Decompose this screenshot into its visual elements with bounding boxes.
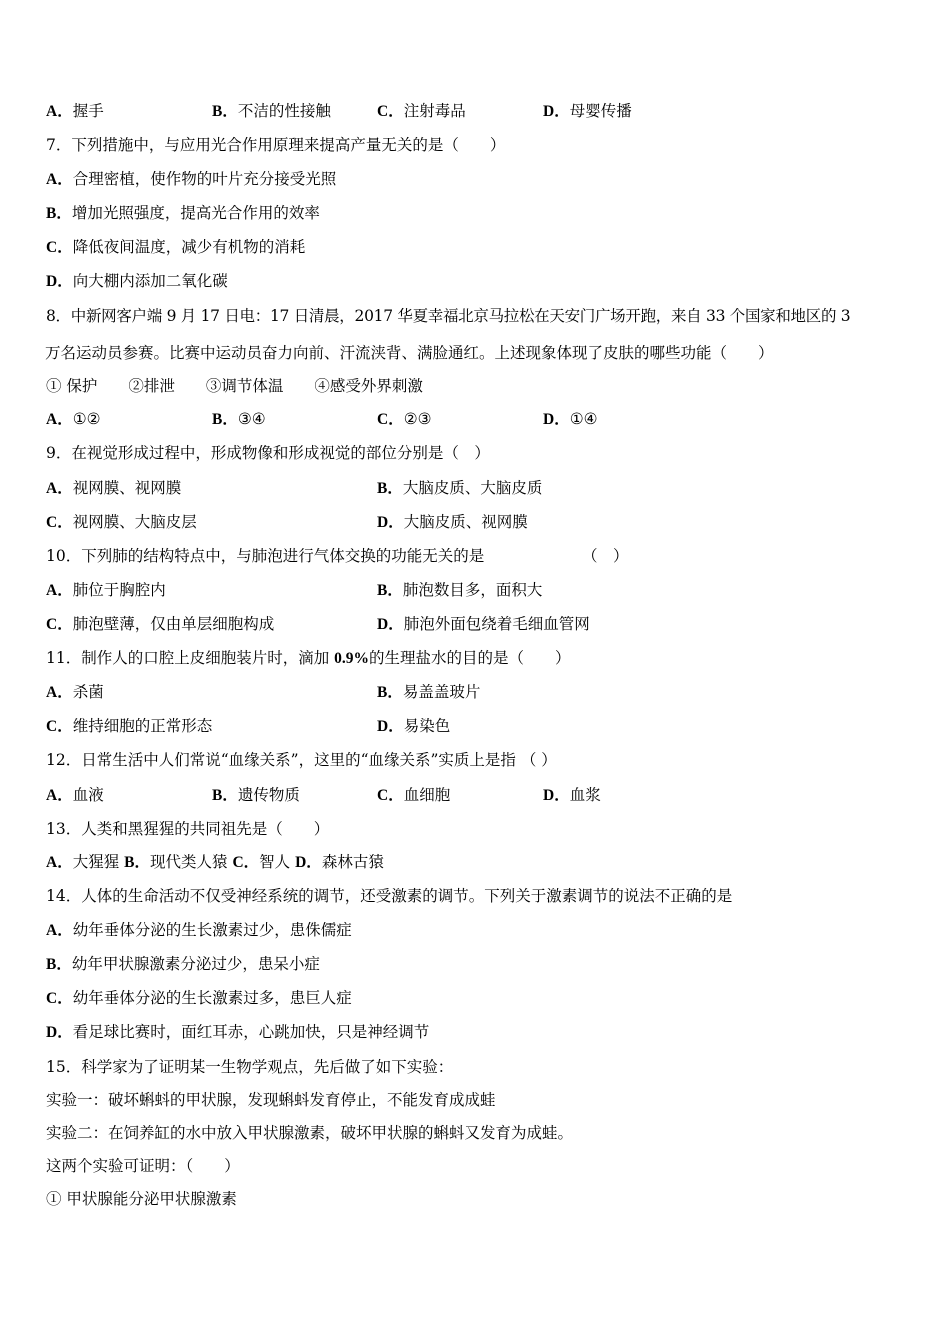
q12-option-c: C．血细胞 [377,786,451,804]
q8-option-c: C．②③ [377,410,432,428]
q8-stem-line2: 万名运动员参赛。比赛中运动员奋力向前、汗流浃背、满脸通红。上述现象体现了皮肤的哪些功能（ ） [45,344,774,362]
q14-option-b: B．幼年甲状腺激素分泌过少，患呆小症 [46,955,320,973]
q11-option-b: B．易盖盖玻片 [377,683,481,701]
q14-option-d: D．看足球比赛时，面红耳赤，心跳加快，只是神经调节 [46,1023,430,1041]
q6-option-b: B．不洁的性接触 [212,102,331,120]
q15-experiment-2: 实验二：在饲养缸的水中放入甲状腺激素，破坏甲状腺的蝌蚪又发育为成蛙。 [46,1124,574,1142]
q13-option-d: D．森林古猿 [295,853,384,871]
q11-option-d: D．易染色 [377,717,451,735]
q13-options [46,852,384,873]
q7-stem: 7．下列措施中，与应用光合作用原理来提高产量无关的是（ ） [46,136,506,154]
q11-stem: 11．制作人的口腔上皮细胞装片时，滴加 0.9%的生理盐水的目的是（ ） [46,649,571,667]
q13-option-a: A．大猩猩 [46,853,120,871]
q6-option-c: C．注射毒品 [377,102,466,120]
q9-option-c: C．视网膜、大脑皮层 [46,513,197,531]
q10-option-a: A．肺位于胸腔内 [46,581,166,599]
q13-option-b: B．现代类人猿 [124,853,228,871]
q8-option-d: D．①④ [543,410,598,428]
q9-option-b: B．大脑皮质、大脑皮质 [377,479,543,497]
q13-stem: 13．人类和黑猩猩的共同祖先是（ ） [46,820,330,838]
q7-option-d: D．向大棚内添加二氧化碳 [46,272,228,290]
q6-option-d: D．母婴传播 [543,102,632,120]
q10-option-c: C．肺泡壁薄，仅由单层细胞构成 [46,615,275,633]
q14-stem: 14．人体的生命活动不仅受神经系统的调节，还受激素的调节。下列关于激素调节的说法不正确的是 [46,887,733,905]
q12-stem: 12．日常生活中人们常说“血缘关系”，这里的“血缘关系”实质上是指 （ ） [46,751,557,769]
q10-stem-row [46,546,629,566]
q6-option-a: A．握手 [46,102,104,120]
q12-option-d: D．血浆 [543,786,601,804]
q9-option-d: D．大脑皮质、视网膜 [377,513,528,531]
q8-stem-line1: 8．中新网客户端 9 月 17 日电：17 日清晨，2017 华夏幸福北京马拉松在天安门广场开跑，来自 33 个国家和地区的 3 [46,307,851,325]
q9-option-a: A．视网膜、视网膜 [46,479,182,497]
q10-option-d: D．肺泡外面包绕着毛细血管网 [377,615,590,633]
q13-option-c: C．智人 [232,853,291,871]
q14-option-c: C．幼年垂体分泌的生长激素过多，患巨人症 [46,989,352,1007]
q10-paren: （ ） [582,547,629,565]
q7-option-c: C．降低夜间温度，减少有机物的消耗 [46,238,306,256]
q15-experiment-1: 实验一：破坏蝌蚪的甲状腺，发现蝌蚪发育停止，不能发育成成蛙 [46,1091,496,1109]
q15-prove: 这两个实验可证明：（ ） [46,1157,240,1175]
q11-option-a: A．杀菌 [46,683,104,701]
q10-stem: 10．下列肺的结构特点中，与肺泡进行气体交换的功能无关的是 [46,547,485,565]
q8-option-a: A．①② [46,410,101,428]
q8-option-b: B．③④ [212,410,266,428]
q15-stem: 15．科学家为了证明某一生物学观点，先后做了如下实验： [46,1058,454,1076]
q9-stem: 9．在视觉形成过程中，形成物像和形成视觉的部位分别是（ ） [46,444,490,462]
q11-option-c: C．维持细胞的正常形态 [46,717,213,735]
q12-option-a: A．血液 [46,786,104,804]
q7-option-a: A．合理密植，使作物的叶片充分接受光照 [46,170,337,188]
q15-item-1: ① 甲状腺能分泌甲状腺激素 [46,1190,237,1208]
q10-option-b: B．肺泡数目多，面积大 [377,581,543,599]
q12-option-b: B．遗传物质 [212,786,300,804]
q7-option-b: B．增加光照强度，提高光合作用的效率 [46,204,320,222]
q14-option-a: A．幼年垂体分泌的生长激素过少，患侏儒症 [46,921,352,939]
q8-items: ① 保护 ②排泄 ③调节体温 ④感受外界刺激 [46,377,423,395]
